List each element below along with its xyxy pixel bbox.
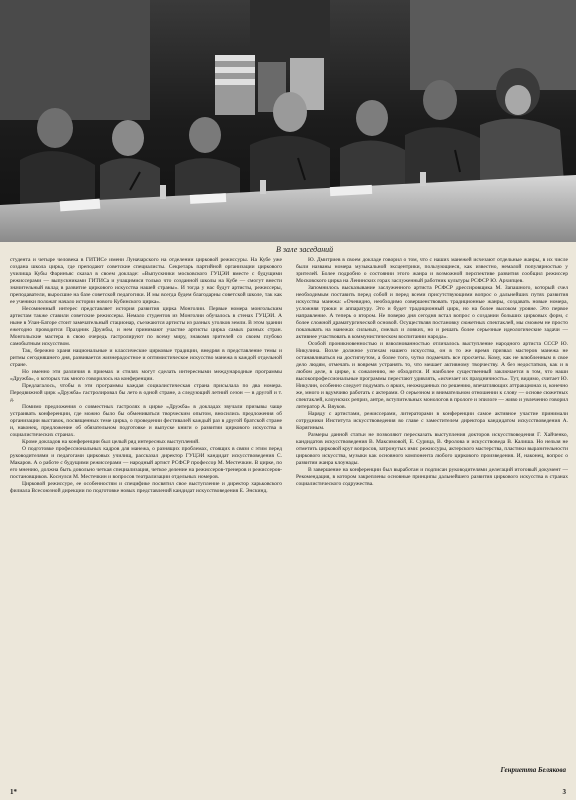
page-number-left: 1* [10, 788, 17, 796]
paragraph: Наряду с артистами, режиссерами, литераторами в конференции самое активное участие принимали сотрудники Института искусствоведения во главе с заместителем директора кандидатом искусствоведения А. Корягиным. [296, 411, 568, 431]
paragraph: Запомнилось высказывание заслуженного артиста РСФСР дрессировщика М. Запашного, который счел необходимым поставить перед собой и перед всеми присутствующими вопрос о дальнейших путях развития искусства манежа: «Очевидно, необходимо совершенствовать традиционные жанры, создавать новые номера, усложняя трюки и аппаратуру. Это и будет традиционный цирк, но на более высоком уровне. Это первое направление. А теперь о втором. Не поверю дня сегодня встал вопрос о создании больших цирковых форм, с более сложной драматургической основой. Осуществляя постановку сюжетных спектаклей, мы сможем не просто показывать на манежах сильных, смелых и ловких, но и решать более серьезные идеологические задачи — активнее участвовать в коммунистическом воспитании народа». [296, 285, 568, 340]
author-signature: Генриетта Белякова [500, 766, 566, 774]
article-column-left [10, 257, 282, 777]
paragraph: Особой проникновенностью и взволнованностью отличалось выступление народного артиста СССР Ю. Никулина. Возле должное успехам нашего искусства, он в то же время призвал мастеров манежа не останавливаться на достигнутом, а более того, чутко подмечать все просчеты. Кому, как не влюбленным в свое дело людям, отмечать и вовремя устранять то, что мешает активному творчеству. А без недостатков, как и в любом деле, в цирке, к сожалению, не обходится. И наиболее существенный заключается в том, что наши высокопрофессиональные программы перестают удивлять, «исчезает их праздничность». Тут, видимо, считает Ю. Никулин, особенно следует подумать о ярких, неожиданных по решению, впечатляющих аттракционах и, конечно же, много и вдумчиво работать с актерами. О серьезном и внимательном отношении к слову — основе сюжетных спектаклей, клоунских реприз, антре, вступительных монологов в прологе и эпилоге — живо и увлеченно говорил литератор А. Вяуков. [296, 341, 568, 410]
paragraph: Цирковой режиссуре, ее особенностям и специфике посвятил свое выступление и директор харьковского филиала Всесоюзной дирекции по подготовке новых представлений кандидат искусствоведения Е. Энскинд. [10, 481, 282, 494]
paragraph: О подготовке профессиональных кадров для манежа, о разнящих проблемах, стоящих в связи с этим перед руководителями и педагогами цирковых училищ, рассказал директор ГУЦЭИ кандидат искусствоведения С. Макаров. А о работе с будущими режиссерами — народный артист РСФСР профессор М. Местечкин. В цирке, по его мнению, должна быть довольно четкая специализация, четкое деление на режиссеров-тренеров и режиссеров-постановщиков. Коснулся М. Местечкин и вопросов театрализации отдельных номеров. [10, 446, 282, 480]
conference-photo [0, 0, 576, 242]
paragraph: Помимо предложения о совместных гастролях в цирке «Дружба» в докладах звучали призывы чаще устраивать конференции, где можно было бы обмениваться творческим опытом, вносились предложения об организации выставок, посвященных теме цирка, о проведении фестивалей каждый раз в другой братской стране и, наконец, предложение об обязательном подготовке и выпуске книги о развитии циркового искусства в социалистических странах. [10, 404, 282, 438]
paragraph: В завершение на конференции был выработан и подписан руководителями делегаций итоговый документ — Рекомендация, в котором закреплены основные принципы дальнейшего развития циркового искусства в странах социалистического содружества. [296, 467, 568, 487]
paragraph: Так, бережно храня национальные и классические цирковые традиции, внедряя в представление темы и ритмы сегодняшнего дня, развивается жизнерадостное и оптимистическое искусство манежа в каждой отдельной стране. [10, 348, 282, 368]
page-number-right: 3 [562, 788, 566, 796]
article-column-right [296, 257, 568, 777]
paragraph: студента и четыре человека в ГИТИСе имени Луначарского на отделении цирковой режиссуры. На Кубе уже создана школа цирка, где преподают советские специалисты. Секретарь партийной организации циркового училища Кубы Фаринъяс сказал в своем докладе: «Выпускники московского ГУЦЭИ вместе с будущими режиссерами — выпускниками ГИТИСа и учащимися только что созданной школы на Кубе — смогут внести значительный вклад в развитие циркового искусства нашей страны». И тогда у нас будут артисты, режиссеры, преподаватели, выросшие на базе советской педагогики. И мы всегда будем благодарны советской школе, так как ее ученики положат начало истории нового Кубинского цирка». [10, 257, 282, 305]
paragraph: Несомненный интерес представляет история развития цирка Монголии. Первые номера монгольским артистам также ставили советские режиссеры. Немало студентов из Монголии обучалось в стенах ГУЦЭИ. А ныне в Улан-Баторе стоит замечательный стационар, съезжаются артисты из разных уголков земли. В этом здании ежегодно проводится Праздник Дружбы, и нем принимают участие артисты цирка самых разных стран. Монгольские мастера в свою очередь гастролируют по всему миру, знакомя зрителей со своим глубоко самобытным искусством. [10, 306, 282, 347]
paragraph: Кроме докладов на конференции был целый ряд интересных выступлений. [22, 439, 200, 445]
paragraph: Предлагалось, чтобы в эти программы каждая социалистическая страна присылала по два номера. Передвижной цирк «Дружба» гастролировал бы лето в одной стране, а следующий летний сезон — в другой и т. д. [10, 383, 282, 403]
paragraph: Размеры данной статьи не позволяют пересказать выступления докторов искусствоведения Г. Хайченко, кандидатов искусствоведения В. Максимовой, Е. Сурица, В. Фролова и искусствоведа В. Калиша. Но нельзя не отметить цирковой круг вопросов, затронутых ими: режиссуры, актерского мастерства, пластики выразительности циркового искусства, музыки как основного компонента любого циркового произведения. И, наконец, вопрос о развитии жанра клоунады. [296, 432, 568, 466]
conference-photo-image [0, 0, 576, 242]
paragraph: Но именно эти различия в приемах и стилях могут сделать интересными международные программы «Дружба», о которых так много говорилось на конференции. [10, 369, 282, 382]
paragraph: Ю. Дмитриев в своем докладе говорил о том, что с наших манежей исчезают отдельные жанры, в их числе были названы номера музыкальной эксцентрики, пользующиеся, как известно, немалой популярностью у зрителей. Более подробно о состоянии этого жанра и возможной перспективе развития сообщил режиссер Московского цирка на Ленинских горах заслуженный работник культуры РСФСР Ю. Архипцев. [296, 257, 568, 284]
photo-caption: В зале заседаний [276, 245, 334, 254]
